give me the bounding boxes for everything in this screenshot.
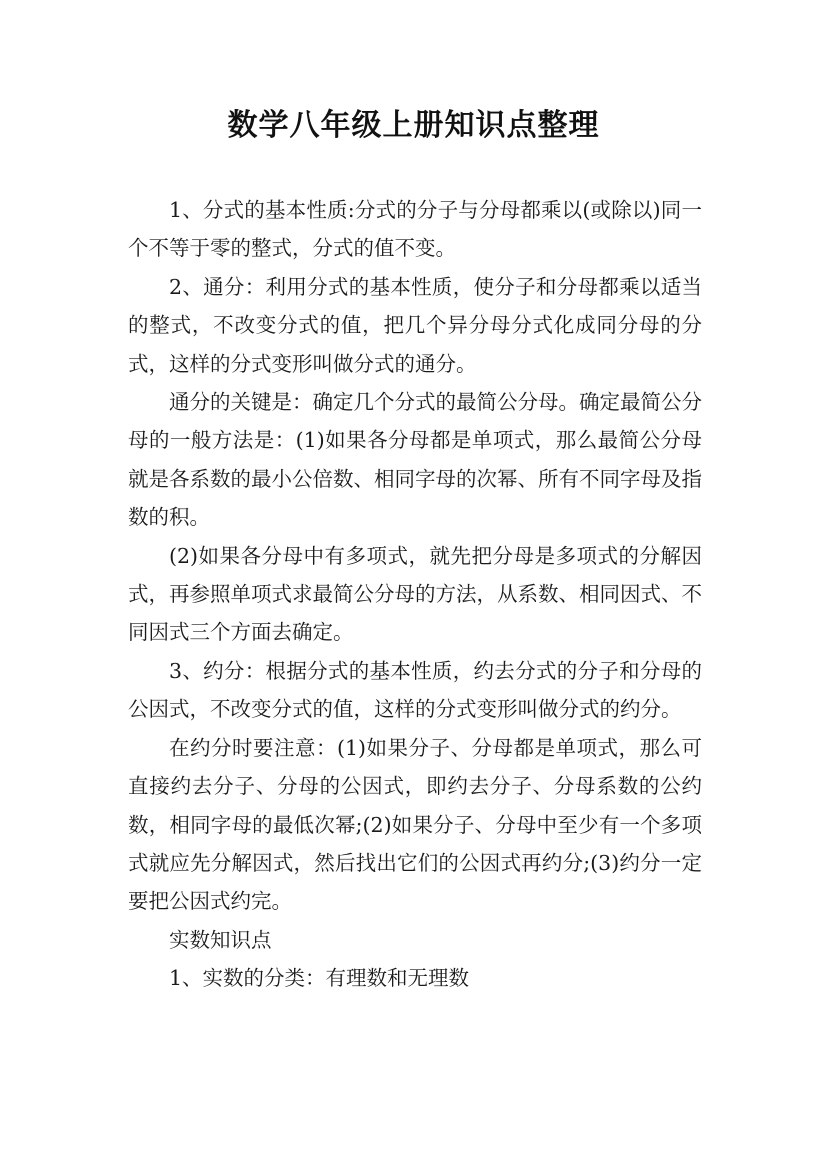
paragraph-reduction-notes: 在约分时要注意：(1)如果分子、分母都是单项式，那么可直接约去分子、分母的公因式，即约去分子、分母系数的公约数，相同字母的最低次幂;(2)如果分子、分母中至少有一个多项式就应先分解因式，然后找出它们的公因式再约分;(3)约分一定要把公因式约完。 bbox=[128, 735, 702, 914]
paragraph-polynomial-denominator: (2)如果各分母中有多项式，就先把分母是多项式的分解因式，再参照单项式求最简公分母的方法，从系数、相同因式、不同因式三个方面去确定。 bbox=[128, 543, 702, 645]
document-body bbox=[128, 191, 702, 998]
section-heading-real-numbers: 实数知识点 bbox=[169, 927, 272, 952]
paragraph-reduction: 3、约分：根据分式的基本性质，约去分式的分子和分母的公因式，不改变分式的值，这样的分式变形叫做分式的约分。 bbox=[128, 658, 702, 722]
paragraph-common-denominator: 2、通分：利用分式的基本性质，使分子和分母都乘以适当的整式，不改变分式的值，把几个异分母分式化成同分母的分式，这样的分式变形叫做分式的通分。 bbox=[128, 274, 702, 376]
paragraph-fraction-basic-property: 1、分式的基本性质:分式的分子与分母都乘以(或除以)同一个不等于零的整式，分式的值不变。 bbox=[128, 198, 702, 261]
paragraph-common-denominator-key: 通分的关键是：确定几个分式的最简公分母。确定最简公分母的一般方法是：(1)如果各分母都是单项式，那么最简公分母就是各系数的最小公倍数、相同字母的次幂、所有不同字母及指数的积。 bbox=[128, 390, 702, 530]
document-title: 数学八年级上册知识点整理 bbox=[227, 108, 600, 143]
paragraph-real-number-classification: 1、实数的分类：有理数和无理数 bbox=[169, 966, 470, 991]
